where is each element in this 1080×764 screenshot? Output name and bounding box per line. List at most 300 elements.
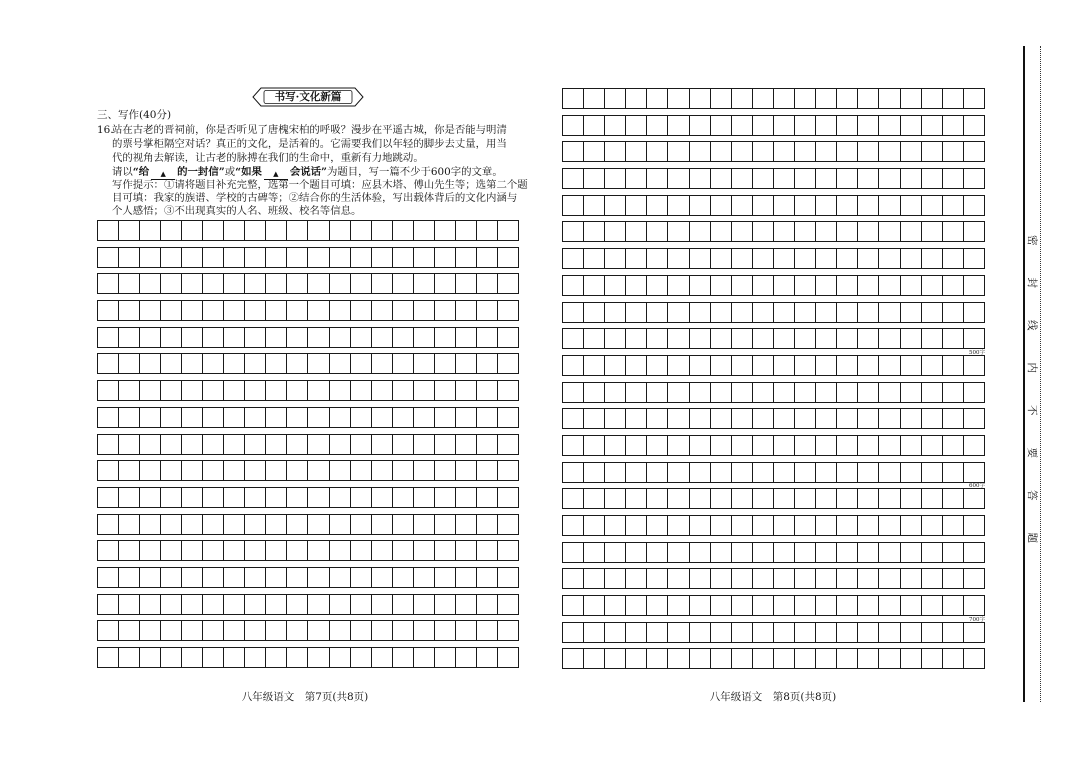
answer-grid-cell — [964, 142, 984, 161]
answer-grid-cell — [711, 463, 732, 482]
answer-grid-cell — [182, 435, 203, 454]
answer-grid-cell — [837, 516, 858, 535]
answer-grid-cell — [605, 436, 626, 455]
answer-grid-cell — [414, 595, 435, 614]
answer-grid-cell — [753, 409, 774, 428]
answer-grid-cell — [795, 329, 816, 348]
answer-grid-cell — [351, 274, 372, 293]
answer-grid-cell — [668, 623, 689, 642]
answer-grid-cell — [732, 276, 753, 295]
answer-grid-cell — [498, 461, 518, 480]
answer-grid-cell — [435, 381, 456, 400]
answer-grid-cell — [964, 249, 984, 268]
instruction-closing: 为题目，写一篇不少于600字的文章。 — [327, 166, 503, 178]
answer-grid-cell — [816, 436, 837, 455]
answer-grid-row — [562, 195, 985, 216]
answer-grid-cell — [435, 274, 456, 293]
answer-grid-cell — [647, 169, 668, 188]
section-banner — [252, 86, 364, 108]
answer-grid-cell — [563, 303, 584, 322]
answer-grid-cell — [626, 329, 647, 348]
answer-grid-cell — [964, 596, 984, 615]
answer-grid-cell — [245, 221, 266, 240]
answer-grid-cell — [456, 274, 477, 293]
answer-grid-cell — [351, 568, 372, 587]
answer-grid-cell — [626, 116, 647, 135]
answer-grid-cell — [901, 516, 922, 535]
answer-grid-cell — [668, 543, 689, 562]
answer-grid-cell — [393, 621, 414, 640]
answer-grid-cell — [647, 489, 668, 508]
answer-grid-cell — [203, 515, 224, 534]
answer-grid-cell — [584, 303, 605, 322]
answer-grid-cell — [119, 621, 140, 640]
answer-grid-cell — [161, 515, 182, 534]
answer-grid-cell — [922, 596, 943, 615]
answer-grid-cell — [245, 595, 266, 614]
answer-grid-cell — [690, 356, 711, 375]
answer-grid-cell — [563, 249, 584, 268]
answer-grid-cell — [605, 543, 626, 562]
answer-grid-cell — [308, 488, 329, 507]
answer-grid-cell — [943, 222, 964, 241]
answer-grid-cell — [477, 221, 498, 240]
answer-grid-cell — [435, 461, 456, 480]
answer-grid-cell — [287, 648, 308, 667]
answer-grid-cell — [224, 515, 245, 534]
title-option-1-suffix: 的一封信” — [177, 166, 225, 178]
answer-grid-cell — [964, 356, 984, 375]
answer-grid-cell — [901, 409, 922, 428]
answer-grid-cell — [711, 596, 732, 615]
answer-grid-cell — [563, 649, 584, 668]
answer-grid-cell — [266, 328, 287, 347]
answer-grid-cell — [330, 328, 351, 347]
answer-grid-cell — [901, 303, 922, 322]
answer-grid-cell — [711, 569, 732, 588]
answer-grid-cell — [414, 248, 435, 267]
answer-grid-cell — [140, 301, 161, 320]
answer-grid-row — [97, 594, 519, 615]
answer-grid-cell — [308, 648, 329, 667]
answer-grid-cell — [245, 354, 266, 373]
answer-grid-cell — [456, 648, 477, 667]
answer-grid-cell — [690, 409, 711, 428]
answer-grid-cell — [753, 249, 774, 268]
answer-grid-cell — [456, 621, 477, 640]
answer-grid-cell — [774, 596, 795, 615]
answer-grid-cell — [308, 568, 329, 587]
answer-grid-cell — [140, 461, 161, 480]
writing-instruction — [112, 165, 503, 180]
answer-grid-cell — [98, 488, 119, 507]
answer-grid-cell — [330, 621, 351, 640]
answer-grid-cell — [584, 196, 605, 215]
answer-grid-cell — [922, 383, 943, 402]
answer-grid-cell — [119, 408, 140, 427]
answer-grid-cell — [287, 354, 308, 373]
answer-grid-cell — [837, 303, 858, 322]
answer-grid-cell — [203, 568, 224, 587]
answer-grid-cell — [964, 489, 984, 508]
answer-grid-cell — [879, 409, 900, 428]
answer-grid-cell — [922, 436, 943, 455]
answer-grid-cell — [774, 489, 795, 508]
answer-grid-cell — [732, 409, 753, 428]
blank-marker: ▲ — [273, 170, 279, 178]
answer-grid-cell — [711, 543, 732, 562]
answer-grid-cell — [922, 569, 943, 588]
answer-grid-cell — [605, 89, 626, 108]
answer-grid-cell — [943, 436, 964, 455]
answer-grid-cell — [161, 221, 182, 240]
answer-grid-cell — [140, 408, 161, 427]
answer-grid-cell — [224, 354, 245, 373]
answer-grid-cell — [964, 196, 984, 215]
answer-grid-cell — [879, 116, 900, 135]
answer-grid-cell — [498, 568, 518, 587]
answer-grid-cell — [372, 301, 393, 320]
binding-dotted-line — [1040, 46, 1041, 702]
answer-grid-cell — [858, 516, 879, 535]
answer-grid-cell — [647, 409, 668, 428]
answer-grid-cell — [943, 329, 964, 348]
answer-grid-cell — [98, 515, 119, 534]
answer-grid-cell — [837, 276, 858, 295]
answer-grid-cell — [372, 541, 393, 560]
answer-grid-cell — [753, 436, 774, 455]
answer-grid-cell — [943, 516, 964, 535]
answer-grid-cell — [626, 569, 647, 588]
answer-grid-cell — [647, 596, 668, 615]
answer-grid-cell — [161, 381, 182, 400]
answer-grid-cell — [816, 596, 837, 615]
answer-grid-cell — [943, 623, 964, 642]
answer-grid-cell — [922, 303, 943, 322]
answer-grid-cell — [690, 569, 711, 588]
answer-grid-cell — [690, 436, 711, 455]
answer-grid-cell — [203, 621, 224, 640]
answer-grid-cell — [266, 621, 287, 640]
answer-grid-cell — [140, 648, 161, 667]
answer-grid-cell — [732, 249, 753, 268]
answer-grid-cell — [182, 381, 203, 400]
answer-grid-cell — [287, 595, 308, 614]
answer-grid-row — [97, 327, 519, 348]
answer-grid-cell — [837, 489, 858, 508]
answer-grid-cell — [668, 489, 689, 508]
answer-grid-cell — [647, 142, 668, 161]
answer-grid-cell — [161, 488, 182, 507]
answer-grid-cell — [245, 621, 266, 640]
answer-grid-cell — [647, 276, 668, 295]
section-banner-title: 书写·文化新篇 — [274, 91, 342, 103]
answer-grid-cell — [774, 222, 795, 241]
answer-grid-cell — [795, 516, 816, 535]
answer-grid-cell — [690, 196, 711, 215]
answer-grid-row — [562, 435, 985, 456]
writing-tips-line: 写作提示：①请将题目补充完整，选第一个题目可填：应县木塔、傅山先生等；选第二个题 — [112, 179, 528, 191]
answer-grid-cell — [774, 356, 795, 375]
answer-grid-cell — [732, 169, 753, 188]
answer-grid-cell — [203, 221, 224, 240]
answer-grid-row — [562, 141, 985, 162]
answer-grid-cell — [266, 648, 287, 667]
answer-grid-cell — [690, 329, 711, 348]
answer-grid-cell — [732, 489, 753, 508]
answer-grid-cell — [837, 596, 858, 615]
answer-grid-cell — [668, 142, 689, 161]
answer-grid-cell — [414, 221, 435, 240]
answer-grid-cell — [879, 543, 900, 562]
instruction-lead: 请以 — [112, 166, 133, 178]
answer-grid-cell — [435, 541, 456, 560]
answer-grid-cell — [901, 222, 922, 241]
answer-grid-cell — [372, 354, 393, 373]
answer-grid-cell — [901, 623, 922, 642]
answer-grid-cell — [605, 303, 626, 322]
answer-grid-cell — [964, 329, 984, 348]
answer-grid-cell — [266, 274, 287, 293]
answer-grid-cell — [690, 383, 711, 402]
answer-grid-cell — [647, 356, 668, 375]
answer-grid-cell — [943, 116, 964, 135]
answer-grid-cell — [308, 381, 329, 400]
answer-grid-cell — [351, 461, 372, 480]
answer-grid-cell — [690, 276, 711, 295]
answer-grid-cell — [837, 142, 858, 161]
answer-grid-cell — [816, 569, 837, 588]
answer-grid-cell — [266, 408, 287, 427]
answer-grid-cell — [119, 274, 140, 293]
answer-grid-cell — [753, 463, 774, 482]
answer-grid-cell — [858, 116, 879, 135]
answer-grid-row — [562, 302, 985, 323]
answer-grid-cell — [245, 301, 266, 320]
answer-grid-cell — [372, 435, 393, 454]
answer-grid-cell — [351, 328, 372, 347]
answer-grid-cell — [203, 488, 224, 507]
answer-grid-cell — [922, 649, 943, 668]
answer-grid-cell — [498, 648, 518, 667]
answer-grid-cell — [98, 541, 119, 560]
answer-grid-cell — [330, 541, 351, 560]
answer-grid-cell — [456, 595, 477, 614]
answer-grid-cell — [605, 329, 626, 348]
answer-grid-cell — [414, 381, 435, 400]
answer-grid-cell — [774, 276, 795, 295]
answer-grid-cell — [140, 595, 161, 614]
answer-grid-cell — [879, 489, 900, 508]
answer-grid-cell — [668, 116, 689, 135]
answer-grid-cell — [584, 596, 605, 615]
answer-grid-cell — [119, 541, 140, 560]
answer-grid-cell — [795, 489, 816, 508]
answer-grid-cell — [732, 543, 753, 562]
answer-grid-cell — [690, 222, 711, 241]
answer-grid-cell — [308, 595, 329, 614]
answer-grid-cell — [647, 543, 668, 562]
answer-grid-cell — [351, 354, 372, 373]
answer-grid-cell — [308, 621, 329, 640]
answer-grid-row — [562, 462, 985, 483]
answer-grid-row — [562, 328, 985, 349]
answer-grid-cell — [498, 274, 518, 293]
answer-grid-row — [97, 353, 519, 374]
answer-grid-cell — [732, 623, 753, 642]
answer-grid-cell — [266, 381, 287, 400]
answer-grid-cell — [774, 329, 795, 348]
answer-grid-cell — [795, 196, 816, 215]
answer-grid-cell — [456, 354, 477, 373]
answer-grid-cell — [647, 196, 668, 215]
answer-grid-cell — [372, 515, 393, 534]
answer-grid-cell — [964, 89, 984, 108]
answer-grid-cell — [816, 222, 837, 241]
answer-grid-cell — [837, 116, 858, 135]
answer-grid-cell — [393, 568, 414, 587]
answer-grid-cell — [858, 142, 879, 161]
answer-grid-cell — [774, 623, 795, 642]
answer-grid-cell — [753, 489, 774, 508]
answer-grid-cell — [858, 222, 879, 241]
answer-grid-cell — [245, 648, 266, 667]
answer-grid-cell — [753, 329, 774, 348]
answer-grid-cell — [964, 276, 984, 295]
answer-grid-cell — [498, 595, 518, 614]
answer-grid-cell — [308, 461, 329, 480]
answer-grid-cell — [308, 515, 329, 534]
answer-grid-cell — [858, 89, 879, 108]
answer-grid-cell — [563, 116, 584, 135]
answer-grid-cell — [161, 648, 182, 667]
answer-grid-cell — [753, 303, 774, 322]
answer-grid-cell — [732, 436, 753, 455]
answer-grid-cell — [837, 169, 858, 188]
answer-grid-cell — [414, 568, 435, 587]
answer-grid-cell — [795, 116, 816, 135]
answer-grid-cell — [98, 221, 119, 240]
answer-grid-cell — [922, 142, 943, 161]
answer-grid-cell — [372, 595, 393, 614]
answer-grid-cell — [372, 248, 393, 267]
answer-grid-cell — [393, 541, 414, 560]
answer-grid-cell — [605, 196, 626, 215]
answer-grid-cell — [732, 569, 753, 588]
answer-grid-cell — [858, 276, 879, 295]
answer-grid-cell — [563, 142, 584, 161]
answer-grid-row — [562, 168, 985, 189]
answer-grid-cell — [161, 408, 182, 427]
answer-grid-cell — [266, 301, 287, 320]
answer-grid-cell — [626, 356, 647, 375]
answer-grid-cell — [647, 463, 668, 482]
answer-grid-cell — [816, 516, 837, 535]
answer-grid-cell — [435, 595, 456, 614]
answer-grid-cell — [287, 274, 308, 293]
answer-grid-cell — [203, 541, 224, 560]
answer-grid-cell — [668, 222, 689, 241]
answer-grid-cell — [605, 142, 626, 161]
word-count-mark: 600字 — [969, 483, 985, 490]
answer-grid-cell — [372, 488, 393, 507]
answer-grid-row — [97, 487, 519, 508]
answer-grid-cell — [753, 89, 774, 108]
answer-grid-cell — [922, 329, 943, 348]
answer-grid-cell — [732, 329, 753, 348]
answer-grid-cell — [245, 381, 266, 400]
answer-grid-cell — [98, 408, 119, 427]
answer-grid-cell — [435, 248, 456, 267]
answer-grid-cell — [753, 543, 774, 562]
answer-grid-cell — [943, 276, 964, 295]
answer-grid-cell — [584, 436, 605, 455]
answer-grid-cell — [182, 541, 203, 560]
answer-grid-cell — [182, 461, 203, 480]
answer-grid-cell — [668, 249, 689, 268]
answer-grid-cell — [414, 408, 435, 427]
answer-grid-cell — [203, 301, 224, 320]
answer-grid-cell — [922, 356, 943, 375]
answer-grid-cell — [837, 356, 858, 375]
answer-grid-cell — [922, 543, 943, 562]
answer-grid-cell — [711, 276, 732, 295]
answer-grid-cell — [119, 568, 140, 587]
answer-grid-cell — [266, 354, 287, 373]
answer-grid-cell — [119, 435, 140, 454]
answer-grid-cell — [330, 301, 351, 320]
answer-grid-cell — [774, 249, 795, 268]
answer-grid-cell — [626, 489, 647, 508]
answer-grid-cell — [182, 648, 203, 667]
answer-grid-cell — [943, 89, 964, 108]
answer-grid-cell — [964, 409, 984, 428]
answer-grid-cell — [711, 329, 732, 348]
answer-grid-cell — [711, 649, 732, 668]
answer-grid-cell — [182, 354, 203, 373]
answer-grid-cell — [711, 222, 732, 241]
answer-grid-cell — [647, 329, 668, 348]
answer-grid-cell — [879, 569, 900, 588]
answer-grid-cell — [837, 463, 858, 482]
answer-grid-cell — [584, 329, 605, 348]
answer-grid-cell — [182, 274, 203, 293]
answer-grid-cell — [351, 488, 372, 507]
answer-grid-row — [562, 515, 985, 536]
answer-grid-cell — [943, 489, 964, 508]
answer-grid-cell — [774, 142, 795, 161]
answer-grid-cell — [901, 142, 922, 161]
answer-grid-cell — [964, 303, 984, 322]
answer-grid-cell — [119, 515, 140, 534]
answer-grid-cell — [98, 381, 119, 400]
answer-grid-cell — [224, 541, 245, 560]
answer-grid-cell — [964, 543, 984, 562]
answer-grid-cell — [182, 328, 203, 347]
answer-grid-cell — [140, 435, 161, 454]
answer-grid-cell — [477, 648, 498, 667]
answer-grid-cell — [330, 435, 351, 454]
answer-grid-cell — [922, 169, 943, 188]
answer-grid-cell — [943, 169, 964, 188]
answer-grid-row — [97, 620, 519, 641]
answer-grid-cell — [393, 488, 414, 507]
answer-grid-cell — [372, 408, 393, 427]
answer-grid-cell — [224, 274, 245, 293]
answer-grid-cell — [922, 116, 943, 135]
answer-grid-cell — [182, 568, 203, 587]
answer-grid-cell — [690, 489, 711, 508]
